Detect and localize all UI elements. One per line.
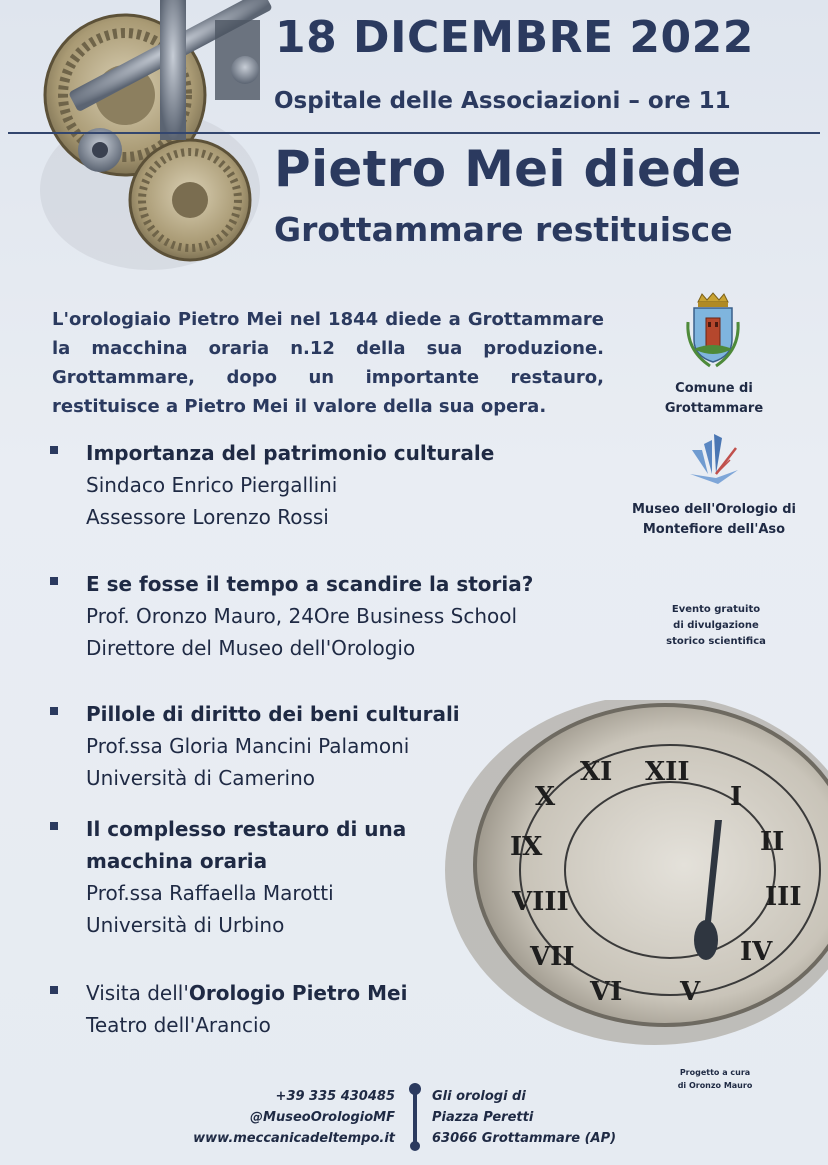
svg-text:III: III: [765, 882, 802, 912]
bullet-icon: [50, 986, 58, 994]
svg-text:I: I: [730, 782, 743, 812]
svg-text:IX: IX: [510, 832, 543, 862]
evento-note-line: storico scientifica: [666, 636, 766, 647]
bullet-icon: [50, 822, 58, 830]
project-credit: [660, 1066, 770, 1092]
page-title: Pietro Mei diede: [274, 140, 742, 198]
program-item-speaker: Prof. Oronzo Mauro, 24Ore Business School: [86, 604, 518, 628]
museum-logo-icon: [688, 430, 742, 486]
program-item-title-cont: macchina oraria: [86, 849, 268, 873]
svg-text:VI: VI: [590, 977, 623, 1007]
divider: [8, 132, 820, 134]
comune-label-line: Grottammare: [664, 401, 764, 416]
svg-text:VII: VII: [530, 942, 575, 972]
program-item-role: Assessore Lorenzo Rossi: [86, 505, 329, 529]
svg-text:VIII: VIII: [512, 887, 569, 917]
clock-face-image: [440, 700, 828, 1050]
contact-info: [160, 1086, 395, 1149]
intro-line: la macchina oraria n.12 della sua produzione.: [52, 338, 604, 359]
program-item: [50, 437, 610, 533]
intro-line: L'orologiaio Pietro Mei nel 1844 diede a Grottammare: [52, 309, 604, 330]
program-item-role: Università di Urbino: [86, 913, 285, 937]
evento-note-line: di divulgazione: [673, 620, 759, 631]
phone-number: +39 335 430485: [275, 1089, 395, 1104]
svg-text:XI: XI: [580, 757, 613, 787]
visit-name: Orologio Pietro Mei: [188, 981, 408, 1005]
address-line: Gli orologi di: [432, 1089, 526, 1104]
museo-label: [614, 500, 814, 540]
program-item-speaker: Prof.ssa Raffaella Marotti: [86, 881, 334, 905]
address-line: 63066 Grottammare (AP): [432, 1131, 617, 1146]
program-item-speaker: Sindaco Enrico Piergallini: [86, 473, 338, 497]
svg-text:II: II: [760, 827, 785, 857]
evento-note: [631, 602, 801, 650]
program-item-speaker: Prof.ssa Gloria Mancini Palamoni: [86, 734, 410, 758]
social-handle: @MuseoOrologioMF: [250, 1110, 395, 1125]
bullet-icon: [50, 446, 58, 454]
program-item-role: Università di Camerino: [86, 766, 315, 790]
program-item-title: Pillole di diritto dei beni culturali: [86, 702, 460, 726]
visit-prefix: Visita dell': [86, 981, 189, 1005]
event-date: 18 DICEMBRE 2022: [275, 12, 754, 63]
credit-line: di Oronzo Mauro: [677, 1081, 753, 1090]
intro-line: restituisce a Pietro Mei il valore della sua opera.: [52, 396, 547, 417]
museo-label-line: Montefiore dell'Aso: [642, 522, 786, 537]
intro-line: Grottammare, dopo un importante restauro,: [52, 367, 604, 388]
svg-text:IV: IV: [740, 937, 773, 967]
comune-label-line: Comune di: [675, 381, 753, 396]
program-item-title: E se fosse il tempo a scandire la storia?: [86, 572, 534, 596]
clock-gears-image: [30, 0, 280, 280]
page-subtitle: Grottammare restituisce: [274, 210, 733, 249]
website-link[interactable]: www.meccanicadeltempo.it: [193, 1131, 395, 1146]
bullet-icon: [50, 707, 58, 715]
program-item-title: Il complesso restauro di una: [86, 817, 407, 841]
svg-text:X: X: [535, 782, 556, 812]
address-line: Piazza Peretti: [432, 1110, 534, 1125]
intro-paragraph: [52, 305, 604, 421]
location-pin-icon: [408, 1082, 422, 1152]
address-info: [432, 1086, 652, 1149]
bullet-icon: [50, 577, 58, 585]
event-venue: Ospitale delle Associazioni – ore 11: [274, 88, 731, 114]
program-item-role: Direttore del Museo dell'Orologio: [86, 636, 416, 660]
credit-line: Progetto a cura: [679, 1068, 751, 1077]
program-item-title: Importanza del patrimonio culturale: [86, 441, 495, 465]
svg-text:XII: XII: [645, 757, 690, 787]
coat-of-arms-icon: [684, 292, 742, 370]
svg-text:V: V: [680, 977, 701, 1007]
museo-label-line: Museo dell'Orologio di: [632, 502, 796, 517]
evento-note-line: Evento gratuito: [671, 604, 761, 615]
comune-label: [614, 379, 814, 419]
program-item-location: Teatro dell'Arancio: [86, 1013, 271, 1037]
program-item: [50, 568, 610, 664]
